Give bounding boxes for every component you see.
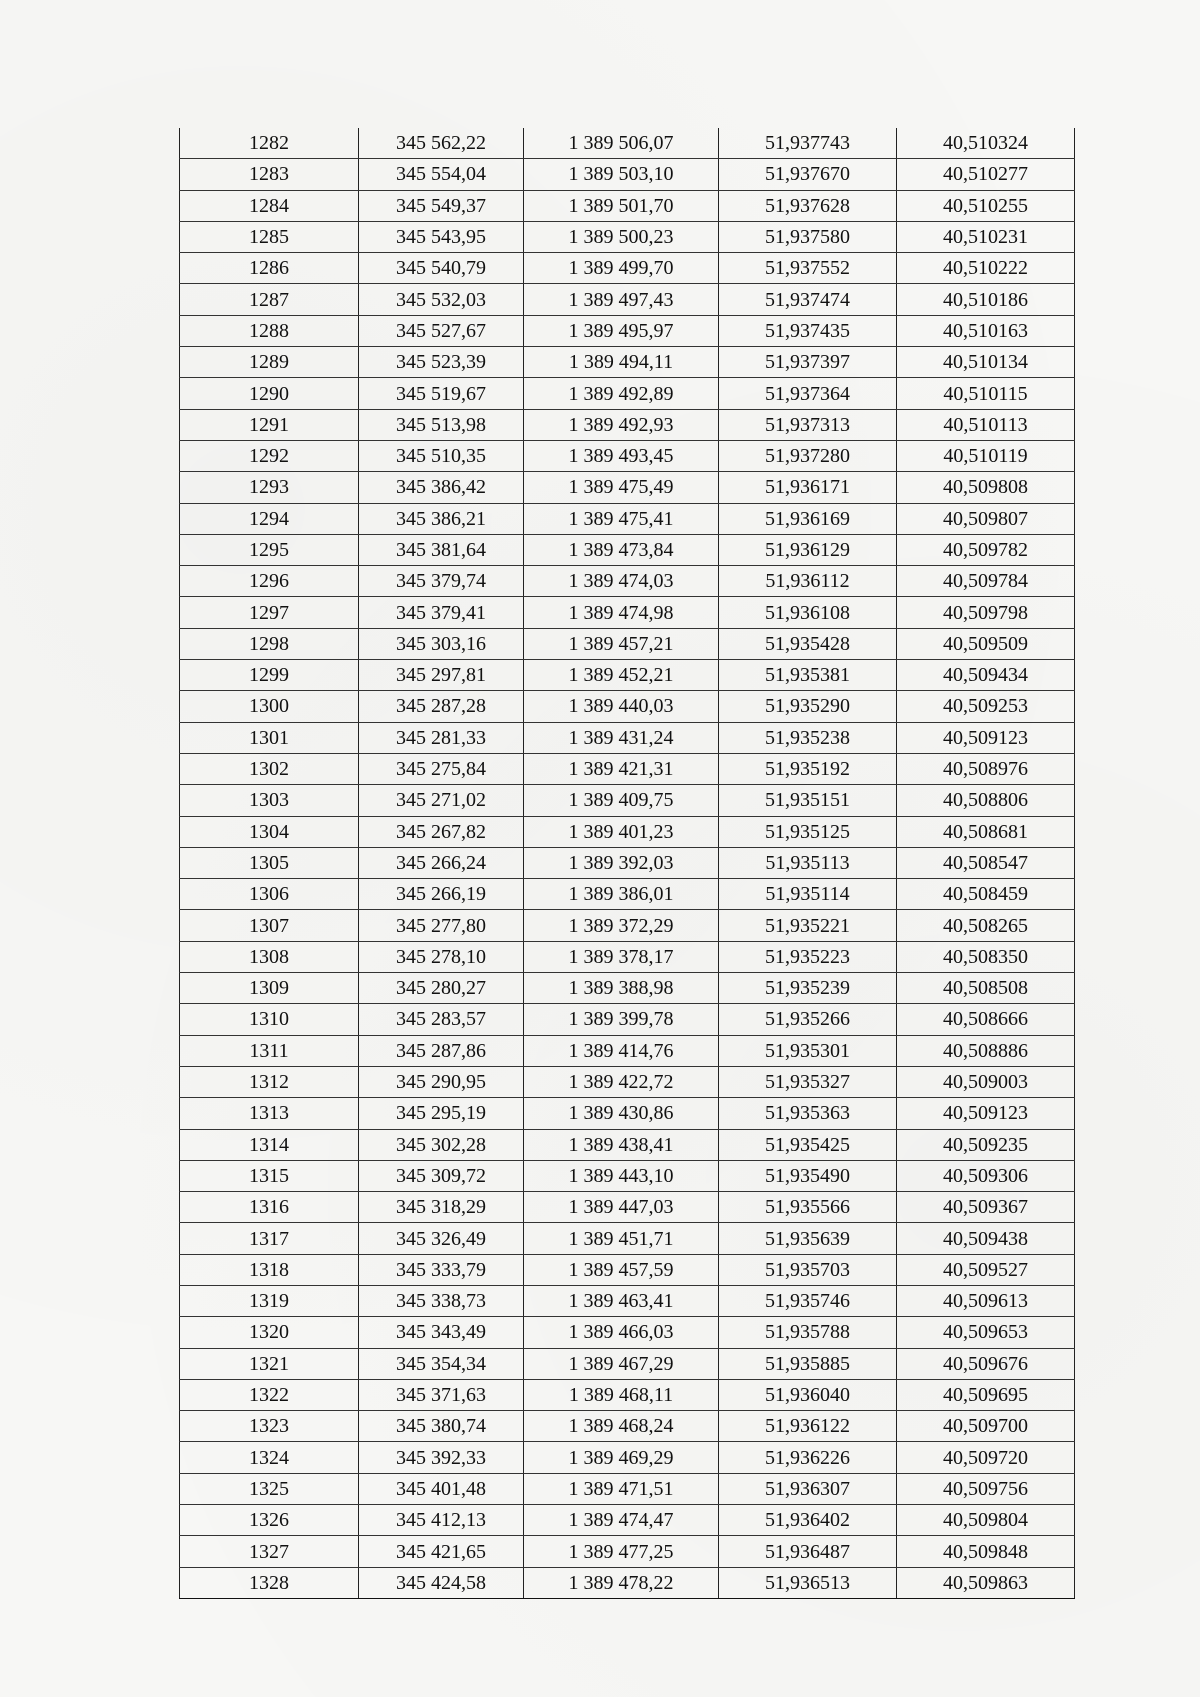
y-coordinate-cell: 1 389 422,72 xyxy=(524,1066,719,1097)
x-coordinate-cell: 345 338,73 xyxy=(359,1285,524,1316)
x-coordinate-cell: 345 549,37 xyxy=(359,190,524,221)
table-row xyxy=(180,879,1075,910)
table-row xyxy=(180,128,1075,159)
point-number-cell: 1315 xyxy=(180,1160,359,1191)
longitude-cell: 40,510277 xyxy=(897,159,1075,190)
table-row xyxy=(180,159,1075,190)
longitude-cell: 40,509253 xyxy=(897,691,1075,722)
coordinates-table-body xyxy=(180,128,1075,1598)
latitude-cell: 51,935428 xyxy=(719,628,897,659)
table-row xyxy=(180,1035,1075,1066)
x-coordinate-cell: 345 287,86 xyxy=(359,1035,524,1066)
x-coordinate-cell: 345 543,95 xyxy=(359,221,524,252)
latitude-cell: 51,937628 xyxy=(719,190,897,221)
table-row xyxy=(180,284,1075,315)
point-number-cell: 1304 xyxy=(180,816,359,847)
longitude-cell: 40,509700 xyxy=(897,1411,1075,1442)
table-row xyxy=(180,1379,1075,1410)
y-coordinate-cell: 1 389 431,24 xyxy=(524,722,719,753)
y-coordinate-cell: 1 389 457,21 xyxy=(524,628,719,659)
table-row xyxy=(180,785,1075,816)
x-coordinate-cell: 345 379,74 xyxy=(359,566,524,597)
x-coordinate-cell: 345 401,48 xyxy=(359,1473,524,1504)
y-coordinate-cell: 1 389 469,29 xyxy=(524,1442,719,1473)
table-row xyxy=(180,1505,1075,1536)
longitude-cell: 40,508976 xyxy=(897,753,1075,784)
y-coordinate-cell: 1 389 492,93 xyxy=(524,409,719,440)
y-coordinate-cell: 1 389 492,89 xyxy=(524,378,719,409)
y-coordinate-cell: 1 389 500,23 xyxy=(524,221,719,252)
x-coordinate-cell: 345 280,27 xyxy=(359,973,524,1004)
latitude-cell: 51,937364 xyxy=(719,378,897,409)
y-coordinate-cell: 1 389 414,76 xyxy=(524,1035,719,1066)
latitude-cell: 51,935425 xyxy=(719,1129,897,1160)
longitude-cell: 40,510324 xyxy=(897,128,1075,159)
table-row xyxy=(180,1129,1075,1160)
table-row xyxy=(180,1348,1075,1379)
longitude-cell: 40,510113 xyxy=(897,409,1075,440)
y-coordinate-cell: 1 389 409,75 xyxy=(524,785,719,816)
latitude-cell: 51,935639 xyxy=(719,1223,897,1254)
point-number-cell: 1292 xyxy=(180,440,359,471)
point-number-cell: 1298 xyxy=(180,628,359,659)
x-coordinate-cell: 345 532,03 xyxy=(359,284,524,315)
y-coordinate-cell: 1 389 372,29 xyxy=(524,910,719,941)
latitude-cell: 51,936307 xyxy=(719,1473,897,1504)
x-coordinate-cell: 345 318,29 xyxy=(359,1192,524,1223)
x-coordinate-cell: 345 412,13 xyxy=(359,1505,524,1536)
x-coordinate-cell: 345 266,19 xyxy=(359,879,524,910)
x-coordinate-cell: 345 275,84 xyxy=(359,753,524,784)
latitude-cell: 51,936040 xyxy=(719,1379,897,1410)
longitude-cell: 40,509720 xyxy=(897,1442,1075,1473)
y-coordinate-cell: 1 389 495,97 xyxy=(524,315,719,346)
x-coordinate-cell: 345 326,49 xyxy=(359,1223,524,1254)
x-coordinate-cell: 345 386,21 xyxy=(359,503,524,534)
latitude-cell: 51,935327 xyxy=(719,1066,897,1097)
point-number-cell: 1308 xyxy=(180,941,359,972)
y-coordinate-cell: 1 389 438,41 xyxy=(524,1129,719,1160)
x-coordinate-cell: 345 295,19 xyxy=(359,1098,524,1129)
table-row xyxy=(180,1411,1075,1442)
point-number-cell: 1328 xyxy=(180,1567,359,1598)
point-number-cell: 1314 xyxy=(180,1129,359,1160)
x-coordinate-cell: 345 303,16 xyxy=(359,628,524,659)
latitude-cell: 51,935125 xyxy=(719,816,897,847)
point-number-cell: 1294 xyxy=(180,503,359,534)
longitude-cell: 40,509808 xyxy=(897,472,1075,503)
longitude-cell: 40,509676 xyxy=(897,1348,1075,1379)
longitude-cell: 40,509784 xyxy=(897,566,1075,597)
x-coordinate-cell: 345 527,67 xyxy=(359,315,524,346)
point-number-cell: 1311 xyxy=(180,1035,359,1066)
x-coordinate-cell: 345 513,98 xyxy=(359,409,524,440)
longitude-cell: 40,508806 xyxy=(897,785,1075,816)
point-number-cell: 1303 xyxy=(180,785,359,816)
x-coordinate-cell: 345 302,28 xyxy=(359,1129,524,1160)
x-coordinate-cell: 345 278,10 xyxy=(359,941,524,972)
latitude-cell: 51,936171 xyxy=(719,472,897,503)
x-coordinate-cell: 345 510,35 xyxy=(359,440,524,471)
table-row xyxy=(180,597,1075,628)
longitude-cell: 40,509848 xyxy=(897,1536,1075,1567)
y-coordinate-cell: 1 389 473,84 xyxy=(524,534,719,565)
point-number-cell: 1291 xyxy=(180,409,359,440)
y-coordinate-cell: 1 389 468,11 xyxy=(524,1379,719,1410)
latitude-cell: 51,937743 xyxy=(719,128,897,159)
point-number-cell: 1293 xyxy=(180,472,359,503)
longitude-cell: 40,510186 xyxy=(897,284,1075,315)
latitude-cell: 51,935290 xyxy=(719,691,897,722)
x-coordinate-cell: 345 379,41 xyxy=(359,597,524,628)
y-coordinate-cell: 1 389 474,98 xyxy=(524,597,719,628)
latitude-cell: 51,937435 xyxy=(719,315,897,346)
latitude-cell: 51,935301 xyxy=(719,1035,897,1066)
x-coordinate-cell: 345 309,72 xyxy=(359,1160,524,1191)
table-row xyxy=(180,409,1075,440)
y-coordinate-cell: 1 389 440,03 xyxy=(524,691,719,722)
latitude-cell: 51,936129 xyxy=(719,534,897,565)
latitude-cell: 51,937313 xyxy=(719,409,897,440)
y-coordinate-cell: 1 389 452,21 xyxy=(524,660,719,691)
point-number-cell: 1317 xyxy=(180,1223,359,1254)
table-row xyxy=(180,753,1075,784)
y-coordinate-cell: 1 389 399,78 xyxy=(524,1004,719,1035)
y-coordinate-cell: 1 389 388,98 xyxy=(524,973,719,1004)
latitude-cell: 51,935746 xyxy=(719,1285,897,1316)
longitude-cell: 40,508681 xyxy=(897,816,1075,847)
longitude-cell: 40,509003 xyxy=(897,1066,1075,1097)
point-number-cell: 1320 xyxy=(180,1317,359,1348)
point-number-cell: 1316 xyxy=(180,1192,359,1223)
latitude-cell: 51,935223 xyxy=(719,941,897,972)
x-coordinate-cell: 345 283,57 xyxy=(359,1004,524,1035)
point-number-cell: 1287 xyxy=(180,284,359,315)
x-coordinate-cell: 345 381,64 xyxy=(359,534,524,565)
latitude-cell: 51,936112 xyxy=(719,566,897,597)
point-number-cell: 1326 xyxy=(180,1505,359,1536)
point-number-cell: 1285 xyxy=(180,221,359,252)
latitude-cell: 51,935239 xyxy=(719,973,897,1004)
y-coordinate-cell: 1 389 378,17 xyxy=(524,941,719,972)
table-row xyxy=(180,1004,1075,1035)
table-row xyxy=(180,691,1075,722)
y-coordinate-cell: 1 389 506,07 xyxy=(524,128,719,159)
table-row xyxy=(180,1536,1075,1567)
table-row xyxy=(180,347,1075,378)
longitude-cell: 40,509367 xyxy=(897,1192,1075,1223)
table-row xyxy=(180,378,1075,409)
latitude-cell: 51,935788 xyxy=(719,1317,897,1348)
longitude-cell: 40,509527 xyxy=(897,1254,1075,1285)
latitude-cell: 51,937397 xyxy=(719,347,897,378)
point-number-cell: 1306 xyxy=(180,879,359,910)
point-number-cell: 1302 xyxy=(180,753,359,784)
table-row xyxy=(180,440,1075,471)
point-number-cell: 1299 xyxy=(180,660,359,691)
point-number-cell: 1313 xyxy=(180,1098,359,1129)
longitude-cell: 40,508350 xyxy=(897,941,1075,972)
longitude-cell: 40,509807 xyxy=(897,503,1075,534)
longitude-cell: 40,510119 xyxy=(897,440,1075,471)
x-coordinate-cell: 345 554,04 xyxy=(359,159,524,190)
y-coordinate-cell: 1 389 468,24 xyxy=(524,1411,719,1442)
longitude-cell: 40,508459 xyxy=(897,879,1075,910)
x-coordinate-cell: 345 266,24 xyxy=(359,847,524,878)
table-row xyxy=(180,221,1075,252)
table-row xyxy=(180,1473,1075,1504)
y-coordinate-cell: 1 389 457,59 xyxy=(524,1254,719,1285)
latitude-cell: 51,935113 xyxy=(719,847,897,878)
table-row xyxy=(180,941,1075,972)
table-row xyxy=(180,1192,1075,1223)
table-row xyxy=(180,1317,1075,1348)
point-number-cell: 1295 xyxy=(180,534,359,565)
latitude-cell: 51,936108 xyxy=(719,597,897,628)
longitude-cell: 40,510255 xyxy=(897,190,1075,221)
longitude-cell: 40,509438 xyxy=(897,1223,1075,1254)
longitude-cell: 40,508886 xyxy=(897,1035,1075,1066)
latitude-cell: 51,936169 xyxy=(719,503,897,534)
longitude-cell: 40,509123 xyxy=(897,722,1075,753)
point-number-cell: 1324 xyxy=(180,1442,359,1473)
x-coordinate-cell: 345 333,79 xyxy=(359,1254,524,1285)
longitude-cell: 40,509782 xyxy=(897,534,1075,565)
y-coordinate-cell: 1 389 501,70 xyxy=(524,190,719,221)
table-row xyxy=(180,660,1075,691)
x-coordinate-cell: 345 371,63 xyxy=(359,1379,524,1410)
x-coordinate-cell: 345 392,33 xyxy=(359,1442,524,1473)
longitude-cell: 40,508547 xyxy=(897,847,1075,878)
table-row xyxy=(180,1223,1075,1254)
y-coordinate-cell: 1 389 401,23 xyxy=(524,816,719,847)
x-coordinate-cell: 345 523,39 xyxy=(359,347,524,378)
y-coordinate-cell: 1 389 386,01 xyxy=(524,879,719,910)
y-coordinate-cell: 1 389 497,43 xyxy=(524,284,719,315)
latitude-cell: 51,935151 xyxy=(719,785,897,816)
point-number-cell: 1325 xyxy=(180,1473,359,1504)
longitude-cell: 40,509804 xyxy=(897,1505,1075,1536)
latitude-cell: 51,936513 xyxy=(719,1567,897,1598)
point-number-cell: 1305 xyxy=(180,847,359,878)
y-coordinate-cell: 1 389 494,11 xyxy=(524,347,719,378)
latitude-cell: 51,935238 xyxy=(719,722,897,753)
x-coordinate-cell: 345 297,81 xyxy=(359,660,524,691)
y-coordinate-cell: 1 389 471,51 xyxy=(524,1473,719,1504)
y-coordinate-cell: 1 389 475,49 xyxy=(524,472,719,503)
point-number-cell: 1322 xyxy=(180,1379,359,1410)
y-coordinate-cell: 1 389 503,10 xyxy=(524,159,719,190)
latitude-cell: 51,935566 xyxy=(719,1192,897,1223)
point-number-cell: 1321 xyxy=(180,1348,359,1379)
table-row xyxy=(180,1160,1075,1191)
point-number-cell: 1286 xyxy=(180,253,359,284)
y-coordinate-cell: 1 389 493,45 xyxy=(524,440,719,471)
y-coordinate-cell: 1 389 451,71 xyxy=(524,1223,719,1254)
longitude-cell: 40,510163 xyxy=(897,315,1075,346)
longitude-cell: 40,509613 xyxy=(897,1285,1075,1316)
longitude-cell: 40,509123 xyxy=(897,1098,1075,1129)
table-row xyxy=(180,566,1075,597)
table-row xyxy=(180,722,1075,753)
x-coordinate-cell: 345 562,22 xyxy=(359,128,524,159)
longitude-cell: 40,509653 xyxy=(897,1317,1075,1348)
longitude-cell: 40,509235 xyxy=(897,1129,1075,1160)
table-row xyxy=(180,816,1075,847)
point-number-cell: 1310 xyxy=(180,1004,359,1035)
table-row xyxy=(180,973,1075,1004)
coordinates-table xyxy=(179,128,1075,1599)
latitude-cell: 51,935363 xyxy=(719,1098,897,1129)
table-row xyxy=(180,472,1075,503)
point-number-cell: 1323 xyxy=(180,1411,359,1442)
table-row xyxy=(180,503,1075,534)
latitude-cell: 51,937474 xyxy=(719,284,897,315)
table-row xyxy=(180,315,1075,346)
latitude-cell: 51,935221 xyxy=(719,910,897,941)
y-coordinate-cell: 1 389 474,47 xyxy=(524,1505,719,1536)
x-coordinate-cell: 345 277,80 xyxy=(359,910,524,941)
y-coordinate-cell: 1 389 478,22 xyxy=(524,1567,719,1598)
point-number-cell: 1297 xyxy=(180,597,359,628)
point-number-cell: 1319 xyxy=(180,1285,359,1316)
longitude-cell: 40,510231 xyxy=(897,221,1075,252)
x-coordinate-cell: 345 424,58 xyxy=(359,1567,524,1598)
point-number-cell: 1301 xyxy=(180,722,359,753)
point-number-cell: 1309 xyxy=(180,973,359,1004)
table-row xyxy=(180,910,1075,941)
x-coordinate-cell: 345 519,67 xyxy=(359,378,524,409)
longitude-cell: 40,509695 xyxy=(897,1379,1075,1410)
x-coordinate-cell: 345 421,65 xyxy=(359,1536,524,1567)
point-number-cell: 1290 xyxy=(180,378,359,409)
point-number-cell: 1296 xyxy=(180,566,359,597)
longitude-cell: 40,509434 xyxy=(897,660,1075,691)
latitude-cell: 51,937670 xyxy=(719,159,897,190)
point-number-cell: 1283 xyxy=(180,159,359,190)
point-number-cell: 1318 xyxy=(180,1254,359,1285)
table-row xyxy=(180,1066,1075,1097)
latitude-cell: 51,936402 xyxy=(719,1505,897,1536)
x-coordinate-cell: 345 354,34 xyxy=(359,1348,524,1379)
y-coordinate-cell: 1 389 477,25 xyxy=(524,1536,719,1567)
y-coordinate-cell: 1 389 499,70 xyxy=(524,253,719,284)
point-number-cell: 1312 xyxy=(180,1066,359,1097)
table-row xyxy=(180,534,1075,565)
y-coordinate-cell: 1 389 443,10 xyxy=(524,1160,719,1191)
x-coordinate-cell: 345 281,33 xyxy=(359,722,524,753)
latitude-cell: 51,935381 xyxy=(719,660,897,691)
y-coordinate-cell: 1 389 474,03 xyxy=(524,566,719,597)
longitude-cell: 40,509756 xyxy=(897,1473,1075,1504)
point-number-cell: 1327 xyxy=(180,1536,359,1567)
table-row xyxy=(180,1285,1075,1316)
longitude-cell: 40,509798 xyxy=(897,597,1075,628)
y-coordinate-cell: 1 389 475,41 xyxy=(524,503,719,534)
latitude-cell: 51,935885 xyxy=(719,1348,897,1379)
x-coordinate-cell: 345 290,95 xyxy=(359,1066,524,1097)
y-coordinate-cell: 1 389 430,86 xyxy=(524,1098,719,1129)
x-coordinate-cell: 345 287,28 xyxy=(359,691,524,722)
x-coordinate-cell: 345 267,82 xyxy=(359,816,524,847)
table-row xyxy=(180,1442,1075,1473)
longitude-cell: 40,510115 xyxy=(897,378,1075,409)
point-number-cell: 1284 xyxy=(180,190,359,221)
point-number-cell: 1289 xyxy=(180,347,359,378)
latitude-cell: 51,936226 xyxy=(719,1442,897,1473)
y-coordinate-cell: 1 389 463,41 xyxy=(524,1285,719,1316)
latitude-cell: 51,935266 xyxy=(719,1004,897,1035)
longitude-cell: 40,510222 xyxy=(897,253,1075,284)
point-number-cell: 1307 xyxy=(180,910,359,941)
latitude-cell: 51,937280 xyxy=(719,440,897,471)
latitude-cell: 51,935114 xyxy=(719,879,897,910)
y-coordinate-cell: 1 389 467,29 xyxy=(524,1348,719,1379)
latitude-cell: 51,936122 xyxy=(719,1411,897,1442)
longitude-cell: 40,509306 xyxy=(897,1160,1075,1191)
point-number-cell: 1288 xyxy=(180,315,359,346)
x-coordinate-cell: 345 271,02 xyxy=(359,785,524,816)
table-row xyxy=(180,847,1075,878)
longitude-cell: 40,508666 xyxy=(897,1004,1075,1035)
y-coordinate-cell: 1 389 466,03 xyxy=(524,1317,719,1348)
point-number-cell: 1300 xyxy=(180,691,359,722)
x-coordinate-cell: 345 380,74 xyxy=(359,1411,524,1442)
table-row xyxy=(180,1098,1075,1129)
latitude-cell: 51,936487 xyxy=(719,1536,897,1567)
longitude-cell: 40,508265 xyxy=(897,910,1075,941)
y-coordinate-cell: 1 389 421,31 xyxy=(524,753,719,784)
table-row xyxy=(180,253,1075,284)
table-row xyxy=(180,1567,1075,1598)
x-coordinate-cell: 345 386,42 xyxy=(359,472,524,503)
longitude-cell: 40,509863 xyxy=(897,1567,1075,1598)
y-coordinate-cell: 1 389 392,03 xyxy=(524,847,719,878)
table-row xyxy=(180,628,1075,659)
table-row xyxy=(180,190,1075,221)
longitude-cell: 40,509509 xyxy=(897,628,1075,659)
x-coordinate-cell: 345 343,49 xyxy=(359,1317,524,1348)
latitude-cell: 51,935192 xyxy=(719,753,897,784)
latitude-cell: 51,937552 xyxy=(719,253,897,284)
longitude-cell: 40,508508 xyxy=(897,973,1075,1004)
latitude-cell: 51,935490 xyxy=(719,1160,897,1191)
x-coordinate-cell: 345 540,79 xyxy=(359,253,524,284)
point-number-cell: 1282 xyxy=(180,128,359,159)
longitude-cell: 40,510134 xyxy=(897,347,1075,378)
latitude-cell: 51,935703 xyxy=(719,1254,897,1285)
table-row xyxy=(180,1254,1075,1285)
latitude-cell: 51,937580 xyxy=(719,221,897,252)
y-coordinate-cell: 1 389 447,03 xyxy=(524,1192,719,1223)
